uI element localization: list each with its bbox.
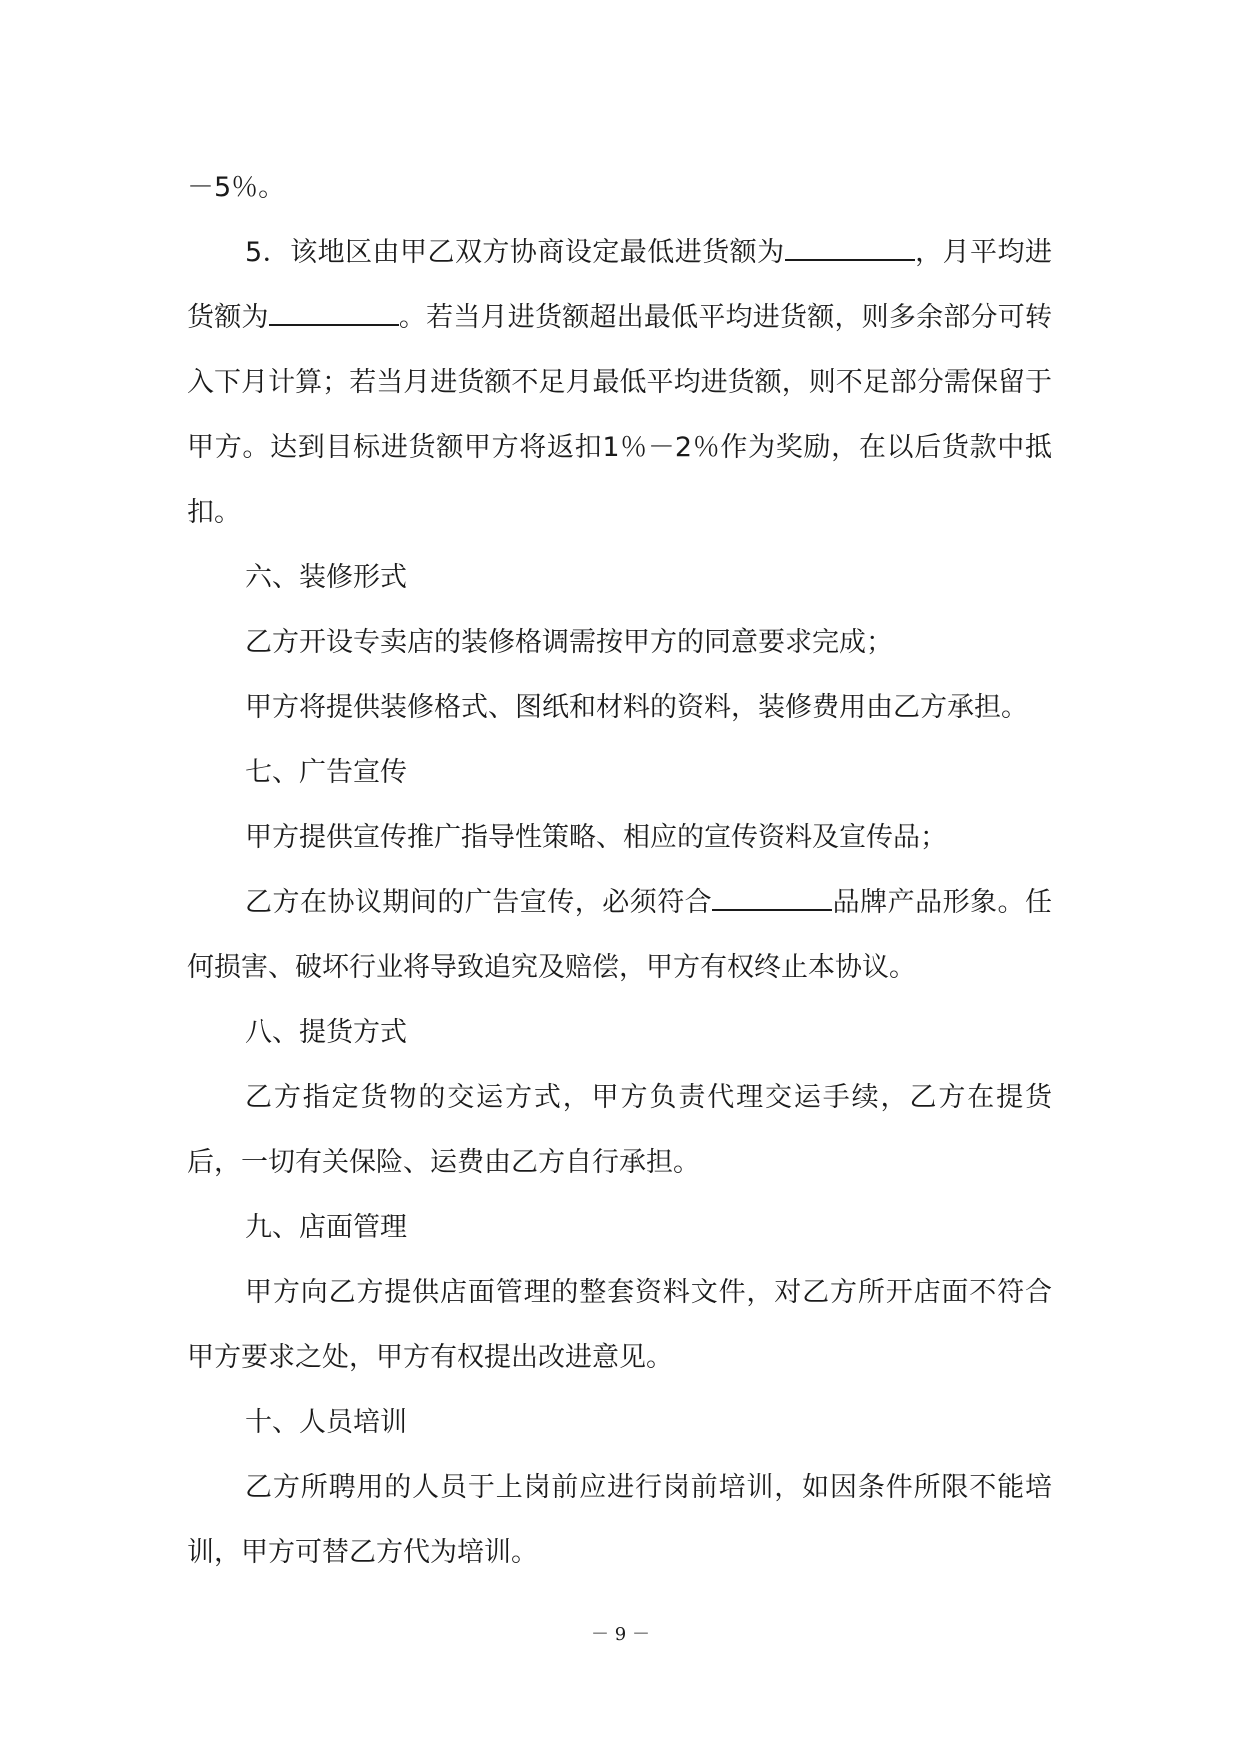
blank-brand-name <box>712 883 832 911</box>
paragraph: 乙方开设专卖店的装修格调需按甲方的同意要求完成； <box>245 627 893 658</box>
section-heading-delivery: 八、提货方式 <box>245 1017 407 1048</box>
section-heading-advertising: 七、广告宣传 <box>245 757 407 788</box>
paragraph-text: ，月平均进货额为 <box>187 237 1053 333</box>
paragraph-continuation <box>187 155 1052 220</box>
paragraph: 乙方所聘用的人员于上岗前应进行岗前培训，如因条件所限不能培训，甲方可替乙方代为培训。 <box>187 1472 1052 1568</box>
document-body <box>187 155 1052 1585</box>
paragraph-text: 5．该地区由甲乙双方协商设定最低进货额为 <box>245 237 785 268</box>
blank-avg-purchase <box>269 298 399 326</box>
paragraph: 甲方向乙方提供店面管理的整套资料文件，对乙方所开店面不符合甲方要求之处，甲方有权提出改进意见。 <box>187 1277 1052 1373</box>
paragraph-brand-image <box>187 870 1052 1000</box>
paragraph-text: －5％。 <box>187 172 286 203</box>
paragraph: 甲方将提供装修格式、图纸和材料的资料，装修费用由乙方承担。 <box>245 692 1028 723</box>
page-number: － 9 － <box>591 1624 650 1645</box>
blank-min-purchase <box>785 233 915 261</box>
paragraph-text: 。若当月进货额超出最低平均进货额，则多余部分可转入下月计算；若当月进货额不足月最低平均进货额，则不足部分需保留于甲方。达到目标进货额甲方将返扣1％－2％作为奖励，在以后货款中抵扣。 <box>187 302 1053 528</box>
section-heading-decoration: 六、装修形式 <box>245 562 407 593</box>
section-heading-staff-training: 十、人员培训 <box>245 1407 407 1438</box>
section-heading-store-management: 九、店面管理 <box>245 1212 407 1243</box>
paragraph: 甲方提供宣传推广指导性策略、相应的宣传资料及宣传品； <box>245 822 947 853</box>
paragraph-text: 乙方在协议期间的广告宣传，必须符合 <box>245 887 713 918</box>
paragraph: 乙方指定货物的交运方式，甲方负责代理交运手续，乙方在提货后，一切有关保险、运费由乙方自行承担。 <box>187 1082 1052 1178</box>
paragraph-clause-5 <box>187 220 1052 545</box>
paragraph-text: 品牌产品形象。任何损害、破坏行业将导致追究及赔偿，甲方有权终止本协议。 <box>187 887 1053 983</box>
